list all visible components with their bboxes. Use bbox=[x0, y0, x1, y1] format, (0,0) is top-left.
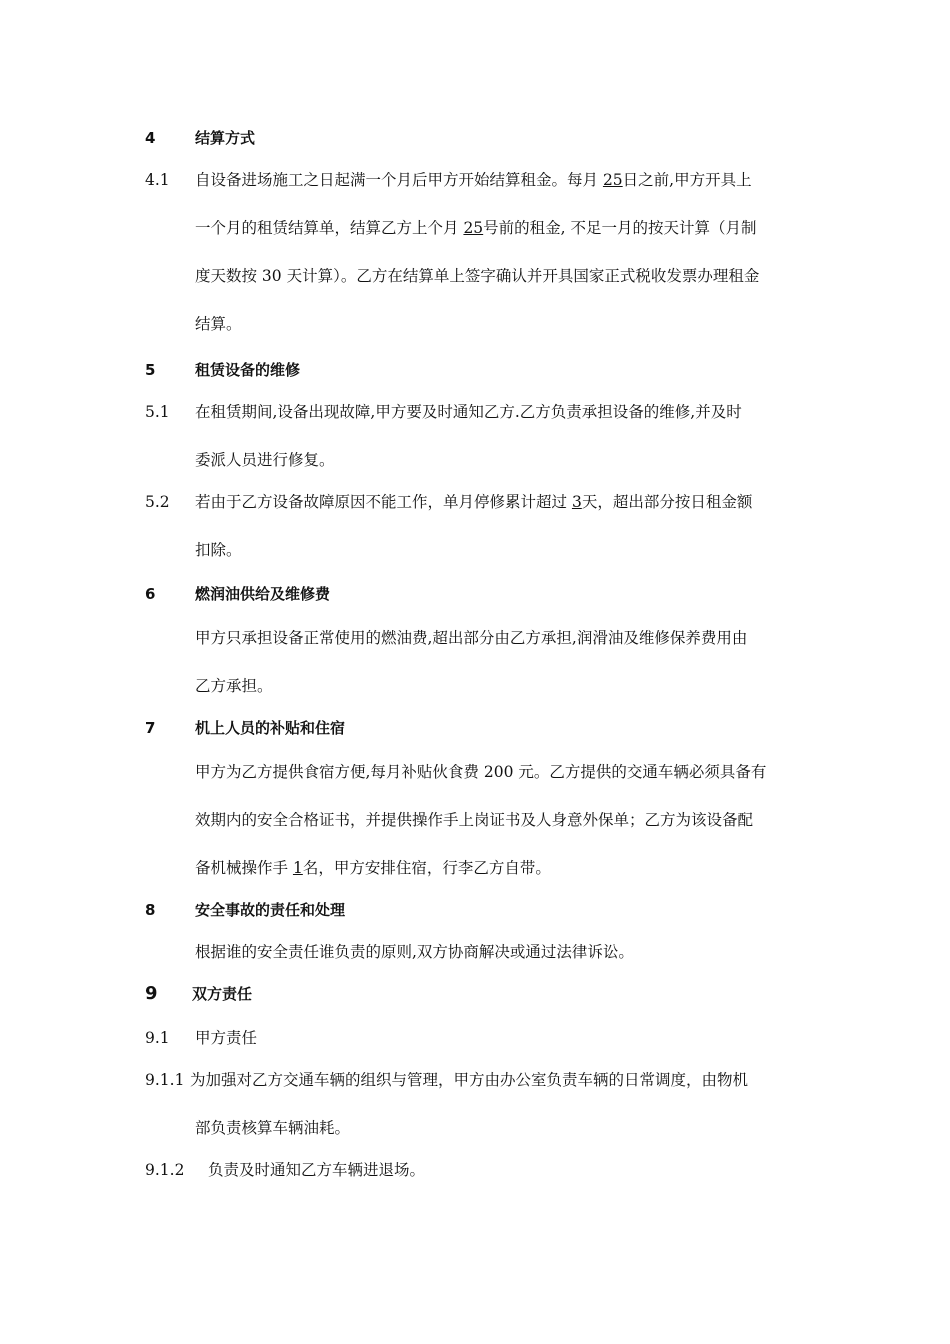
section-title: 结算方式 bbox=[195, 129, 256, 147]
underlined-value: 25 bbox=[602, 171, 623, 189]
clause-text: 委派人员进行修复。 bbox=[195, 451, 335, 469]
clause-text: 扣除。 bbox=[195, 541, 242, 559]
clause-number: 9.1.2 bbox=[145, 1161, 185, 1179]
clause-text: 结算。 bbox=[195, 315, 242, 333]
section-title: 机上人员的补贴和住宿 bbox=[195, 719, 346, 737]
clause-text: 部负责核算车辆油耗。 bbox=[195, 1119, 351, 1137]
clause-number: 4.1 bbox=[145, 171, 170, 189]
clause-text: 甲方只承担设备正常使用的燃油费,超出部分由乙方承担,润滑油及维修保养费用由 bbox=[195, 629, 748, 647]
section-title: 安全事故的责任和处理 bbox=[195, 901, 346, 919]
clause-number: 9.1.1 bbox=[145, 1071, 185, 1089]
clause-number: 5.2 bbox=[145, 493, 170, 511]
section-number: 6 bbox=[145, 585, 156, 603]
underlined-value: 3 bbox=[571, 493, 582, 511]
section-title: 租赁设备的维修 bbox=[195, 361, 301, 379]
underlined-value: 1 bbox=[292, 859, 303, 877]
section-title: 双方责任 bbox=[192, 985, 253, 1003]
section-number: 4 bbox=[145, 129, 156, 147]
clause-text: 甲方为乙方提供食宿方便,每月补贴伙食费 200 元。乙方提供的交通车辆必须具备有 bbox=[195, 763, 767, 781]
clause-number: 5.1 bbox=[145, 403, 170, 421]
clause-text: 度天数按 30 天计算）。乙方在结算单上签字确认并开具国家正式税收发票办理租金 bbox=[195, 267, 760, 285]
section-number: 5 bbox=[145, 361, 156, 379]
clause-text: 自设备进场施工之日起满一个月后甲方开始结算租金。每月 25日之前,甲方开具上 bbox=[195, 171, 752, 189]
clause-text: 备机械操作手 1名，甲方安排住宿，行李乙方自带。 bbox=[195, 859, 551, 877]
clause-text: 负责及时通知乙方车辆进退场。 bbox=[208, 1161, 426, 1179]
section-title: 燃润油供给及维修费 bbox=[195, 585, 331, 603]
clause-text: 效期内的安全合格证书，并提供操作手上岗证书及人身意外保单；乙方为该设备配 bbox=[195, 811, 754, 829]
clause-text: 根据谁的安全责任谁负责的原则,双方协商解决或通过法律诉讼。 bbox=[195, 943, 634, 961]
underlined-value: 25 bbox=[463, 219, 484, 237]
section-number: 7 bbox=[145, 719, 156, 737]
clause-text: 在租赁期间,设备出现故障,甲方要及时通知乙方.乙方负责承担设备的维修,并及时 bbox=[195, 403, 742, 421]
clause-text: 一个月的租赁结算单，结算乙方上个月 25号前的租金, 不足一月的按天计算（月制 bbox=[195, 219, 757, 237]
clause-title: 甲方责任 bbox=[195, 1029, 258, 1047]
clause-number: 9.1 bbox=[145, 1029, 170, 1047]
clause-text: 为加强对乙方交通车辆的组织与管理，甲方由办公室负责车辆的日常调度，由物机 bbox=[190, 1071, 749, 1089]
clause-text: 若由于乙方设备故障原因不能工作，单月停修累计超过 3天，超出部分按日租金额 bbox=[195, 493, 753, 511]
section-number: 8 bbox=[145, 901, 156, 919]
clause-text: 乙方承担。 bbox=[195, 677, 273, 695]
section-number: 9 bbox=[145, 983, 158, 1004]
